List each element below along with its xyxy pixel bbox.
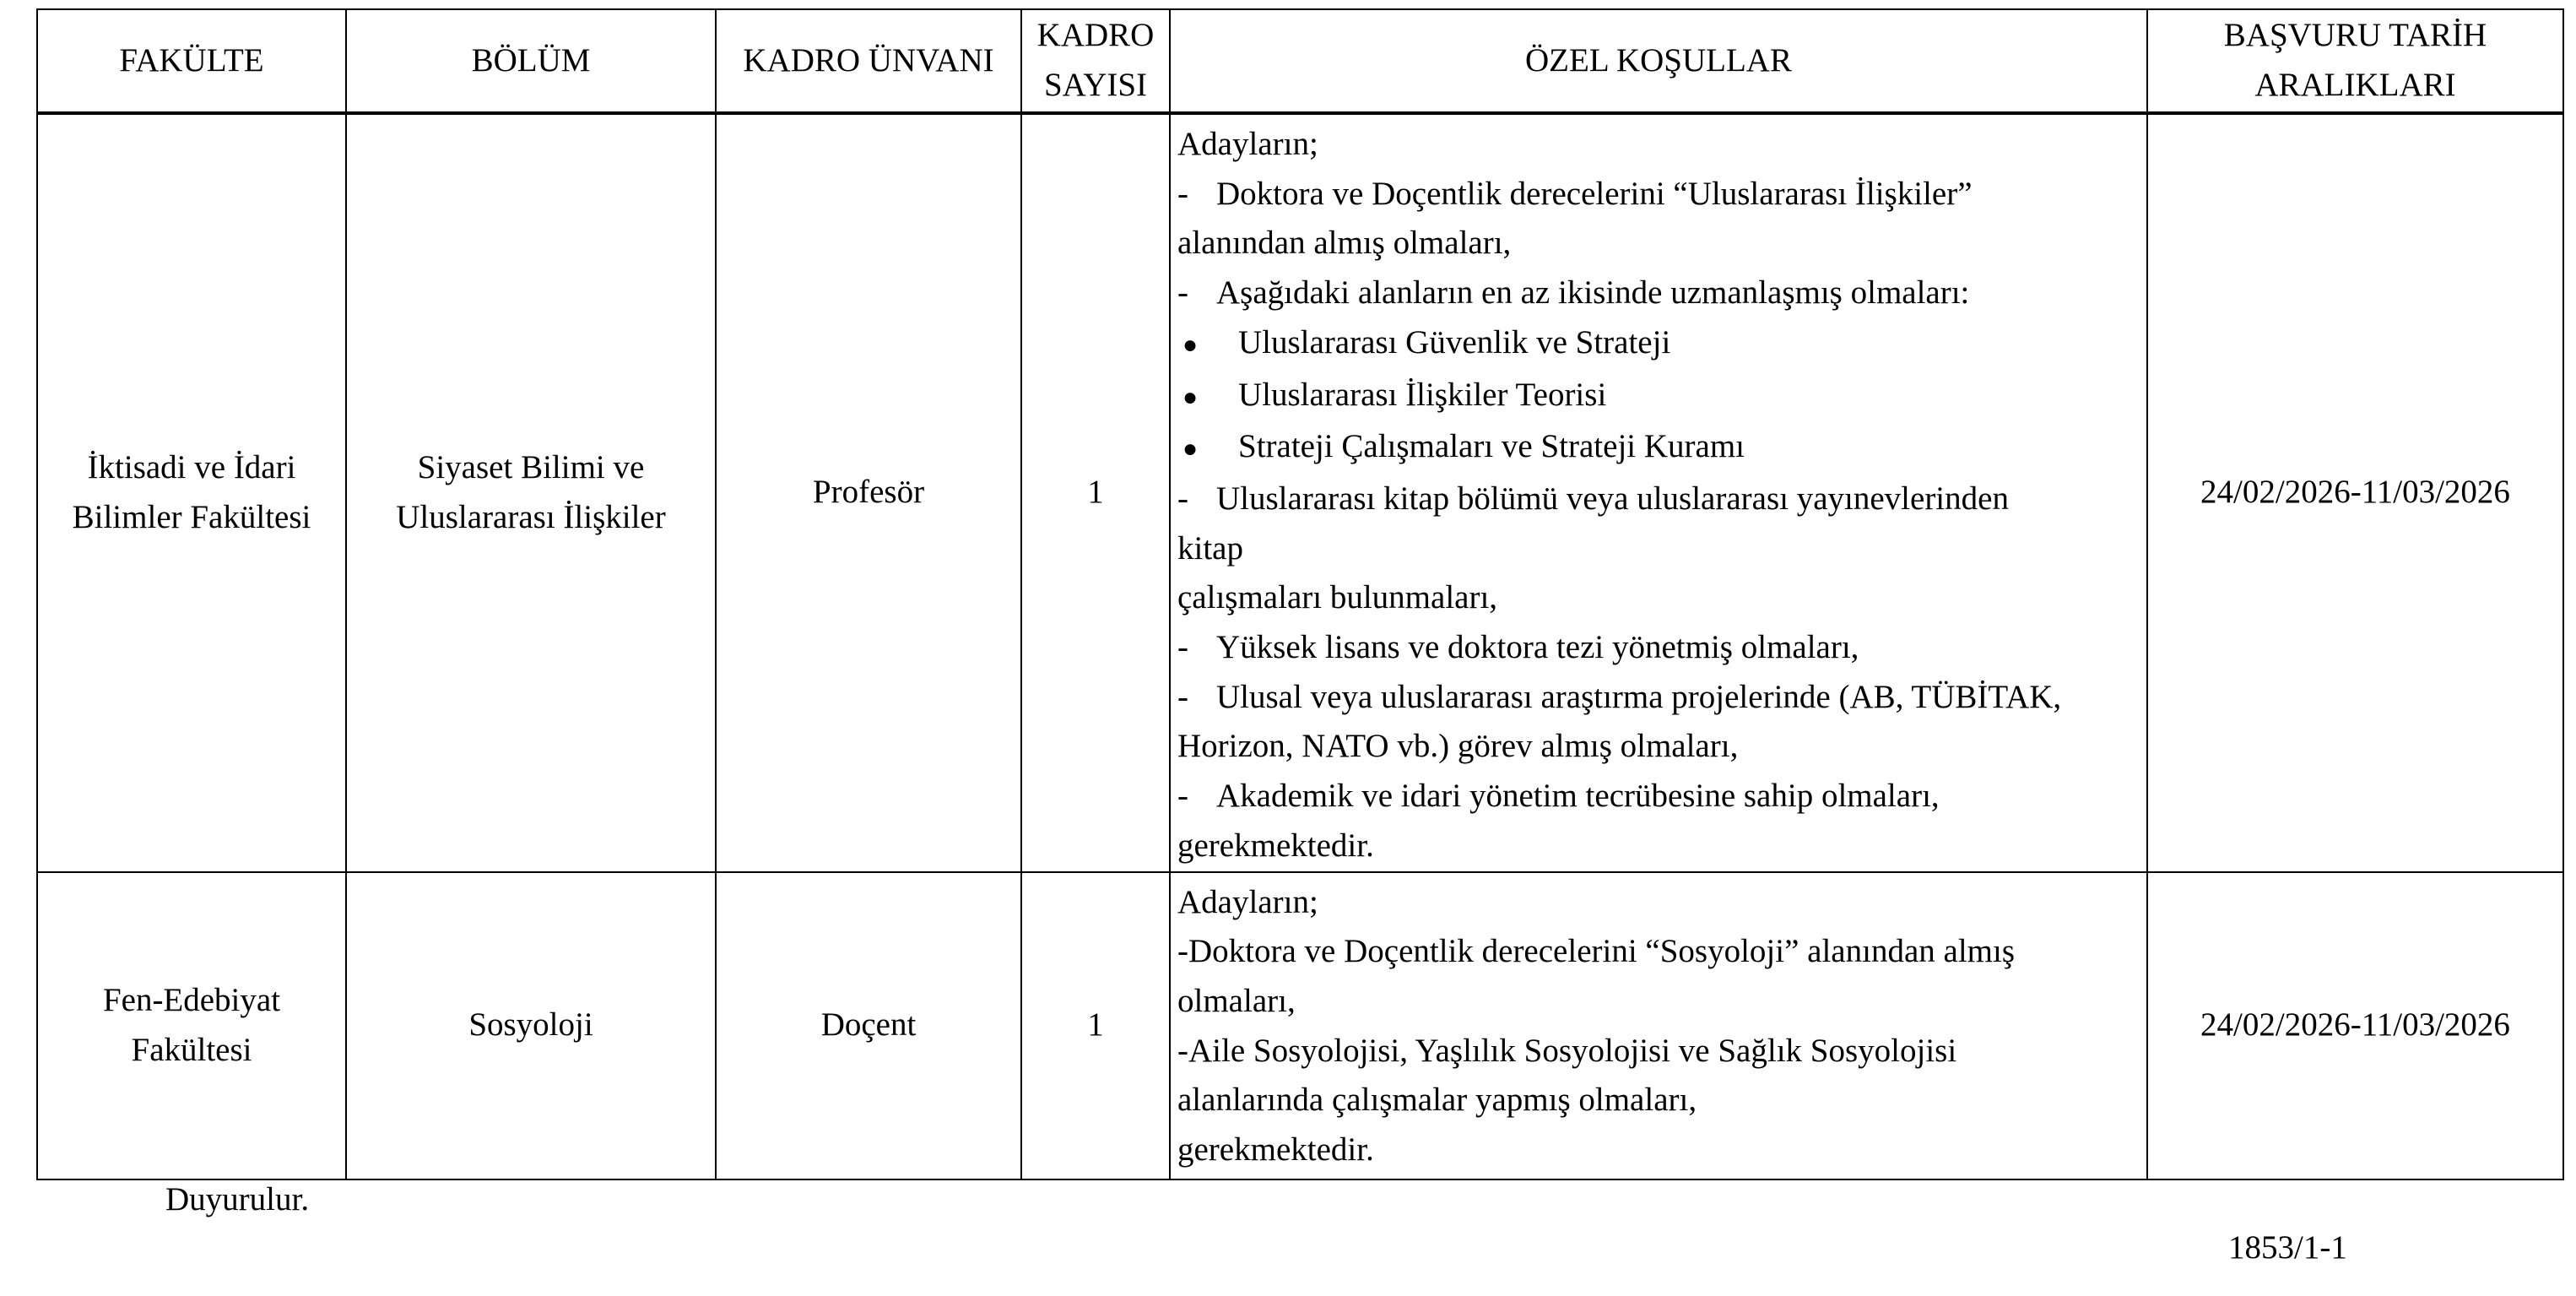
condition-text: gerekmektedir.: [1177, 1131, 1374, 1169]
condition-line: [1177, 573, 2146, 623]
table-row: [37, 872, 2563, 1179]
condition-text: alanından almış olmaları,: [1177, 225, 1512, 262]
faculty-line: Fen-Edebiyat: [102, 981, 281, 1018]
condition-line: [1177, 474, 2146, 524]
count-cell: 1: [1021, 872, 1170, 1179]
table-row: [37, 113, 2563, 872]
dash-marker: -: [1177, 480, 1188, 517]
condition-text: Strateji Çalışmaları ve Strateji Kuramı: [1238, 428, 1745, 465]
department-cell: Sosyoloji: [346, 872, 716, 1179]
condition-text: Uluslararası kitap bölümü veya uluslararası yayınevlerinden: [1216, 480, 2009, 517]
faculty-line: Fakültesi: [131, 1031, 252, 1068]
faculty-line: İktisadi ve İdari: [87, 449, 296, 486]
condition-text: -Doktora ve Doçentlik derecelerini “Sosyoloji” alanından almış: [1177, 933, 2016, 970]
condition-text: kitap: [1177, 529, 1243, 567]
condition-text: Horizon, NATO vb.) görev almış olmaları,: [1177, 728, 1739, 765]
condition-line: [1177, 623, 2146, 673]
announcement-text: Duyurulur.: [165, 1181, 310, 1217]
header-title: KADRO ÜNVANI: [716, 9, 1021, 113]
condition-text: Aşağıdaki alanların en az ikisinde uzmanlaşmış olmaları:: [1216, 274, 1970, 312]
header-count-line: KADRO: [1036, 17, 1155, 54]
condition-text: alanlarında çalışmalar yapmış olmaları,: [1177, 1082, 1697, 1119]
condition-text: Uluslararası İlişkiler Teorisi: [1238, 376, 1607, 413]
condition-line: [1177, 772, 2146, 822]
faculty-cell: [37, 872, 346, 1179]
condition-text: gerekmektedir.: [1177, 827, 1374, 864]
condition-text: Adayların;: [1177, 126, 1318, 162]
condition-text: Uluslararası Güvenlik ve Strateji: [1238, 323, 1671, 361]
positions-table: [36, 8, 2564, 1180]
dates-cell: 24/02/2026-11/03/2026: [2147, 113, 2563, 872]
bullet-icon: ●: [1182, 330, 1199, 359]
dash-marker: -: [1177, 274, 1188, 312]
bullet-icon: ●: [1182, 382, 1199, 411]
condition-line: [1177, 318, 2146, 371]
condition-line: [1177, 524, 2146, 574]
condition-line: [1177, 977, 2146, 1027]
title-cell: Doçent: [716, 872, 1021, 1179]
condition-line: [1177, 268, 2146, 318]
condition-text: Yüksek lisans ve doktora tezi yönetmiş olmaları,: [1216, 629, 1859, 666]
header-count-line: SAYISI: [1043, 67, 1148, 103]
condition-line: [1177, 1125, 2146, 1175]
condition-line: [1177, 878, 2146, 928]
condition-text: Akademik ve idari yönetim tecrübesine sahip olmaları,: [1216, 778, 1940, 815]
condition-line: [1177, 673, 2146, 723]
title-cell: Profesör: [716, 113, 1021, 872]
condition-line: [1177, 120, 2146, 170]
condition-line: [1177, 170, 2146, 220]
header-dates-line: ARALIKLARI: [2254, 67, 2456, 103]
reference-number: 1853/1-1: [2228, 1229, 2347, 1266]
conditions-cell: [1170, 872, 2147, 1179]
condition-line: [1177, 219, 2146, 268]
dash-marker: -: [1177, 175, 1188, 212]
dash-marker: -: [1177, 778, 1188, 815]
condition-line: [1177, 822, 2146, 871]
header-row: [37, 9, 2563, 113]
condition-text: olmaları,: [1177, 982, 1296, 1019]
conditions-cell: [1170, 113, 2147, 872]
bullet-icon: ●: [1182, 435, 1199, 464]
condition-line: [1177, 1076, 2146, 1125]
header-faculty: FAKÜLTE: [37, 9, 346, 113]
header-department: BÖLÜM: [346, 9, 716, 113]
header-dates: [2147, 9, 2563, 113]
department-cell: [346, 113, 716, 872]
dash-marker: -: [1177, 678, 1188, 715]
header-count: [1021, 9, 1170, 113]
header-dates-line: BAŞVURU TARİH: [2223, 17, 2487, 54]
dash-marker: -: [1177, 629, 1188, 666]
department-line: Uluslararası İlişkiler: [396, 498, 666, 535]
condition-text: -Aile Sosyolojisi, Yaşlılık Sosyolojisi ve Sağlık Sosyolojisi: [1177, 1032, 1957, 1069]
condition-line: [1177, 927, 2146, 977]
header-conditions: ÖZEL KOŞULLAR: [1170, 9, 2147, 113]
condition-line: [1177, 722, 2146, 772]
condition-line: [1177, 371, 2146, 423]
faculty-line: Bilimler Fakültesi: [72, 498, 311, 535]
condition-text: çalışmaları bulunmaları,: [1177, 579, 1498, 616]
condition-text: Ulusal veya uluslararası araştırma projelerinde (AB, TÜBİTAK,: [1216, 678, 2062, 715]
department-line: Siyaset Bilimi ve: [417, 449, 645, 486]
faculty-cell: [37, 113, 346, 872]
condition-text: Doktora ve Doçentlik derecelerini “Uluslararası İlişkiler”: [1216, 175, 1973, 212]
condition-line: [1177, 422, 2146, 474]
dates-cell: 24/02/2026-11/03/2026: [2147, 872, 2563, 1179]
condition-text: Adayların;: [1177, 883, 1318, 920]
condition-line: [1177, 1027, 2146, 1076]
count-cell: 1: [1021, 113, 1170, 872]
